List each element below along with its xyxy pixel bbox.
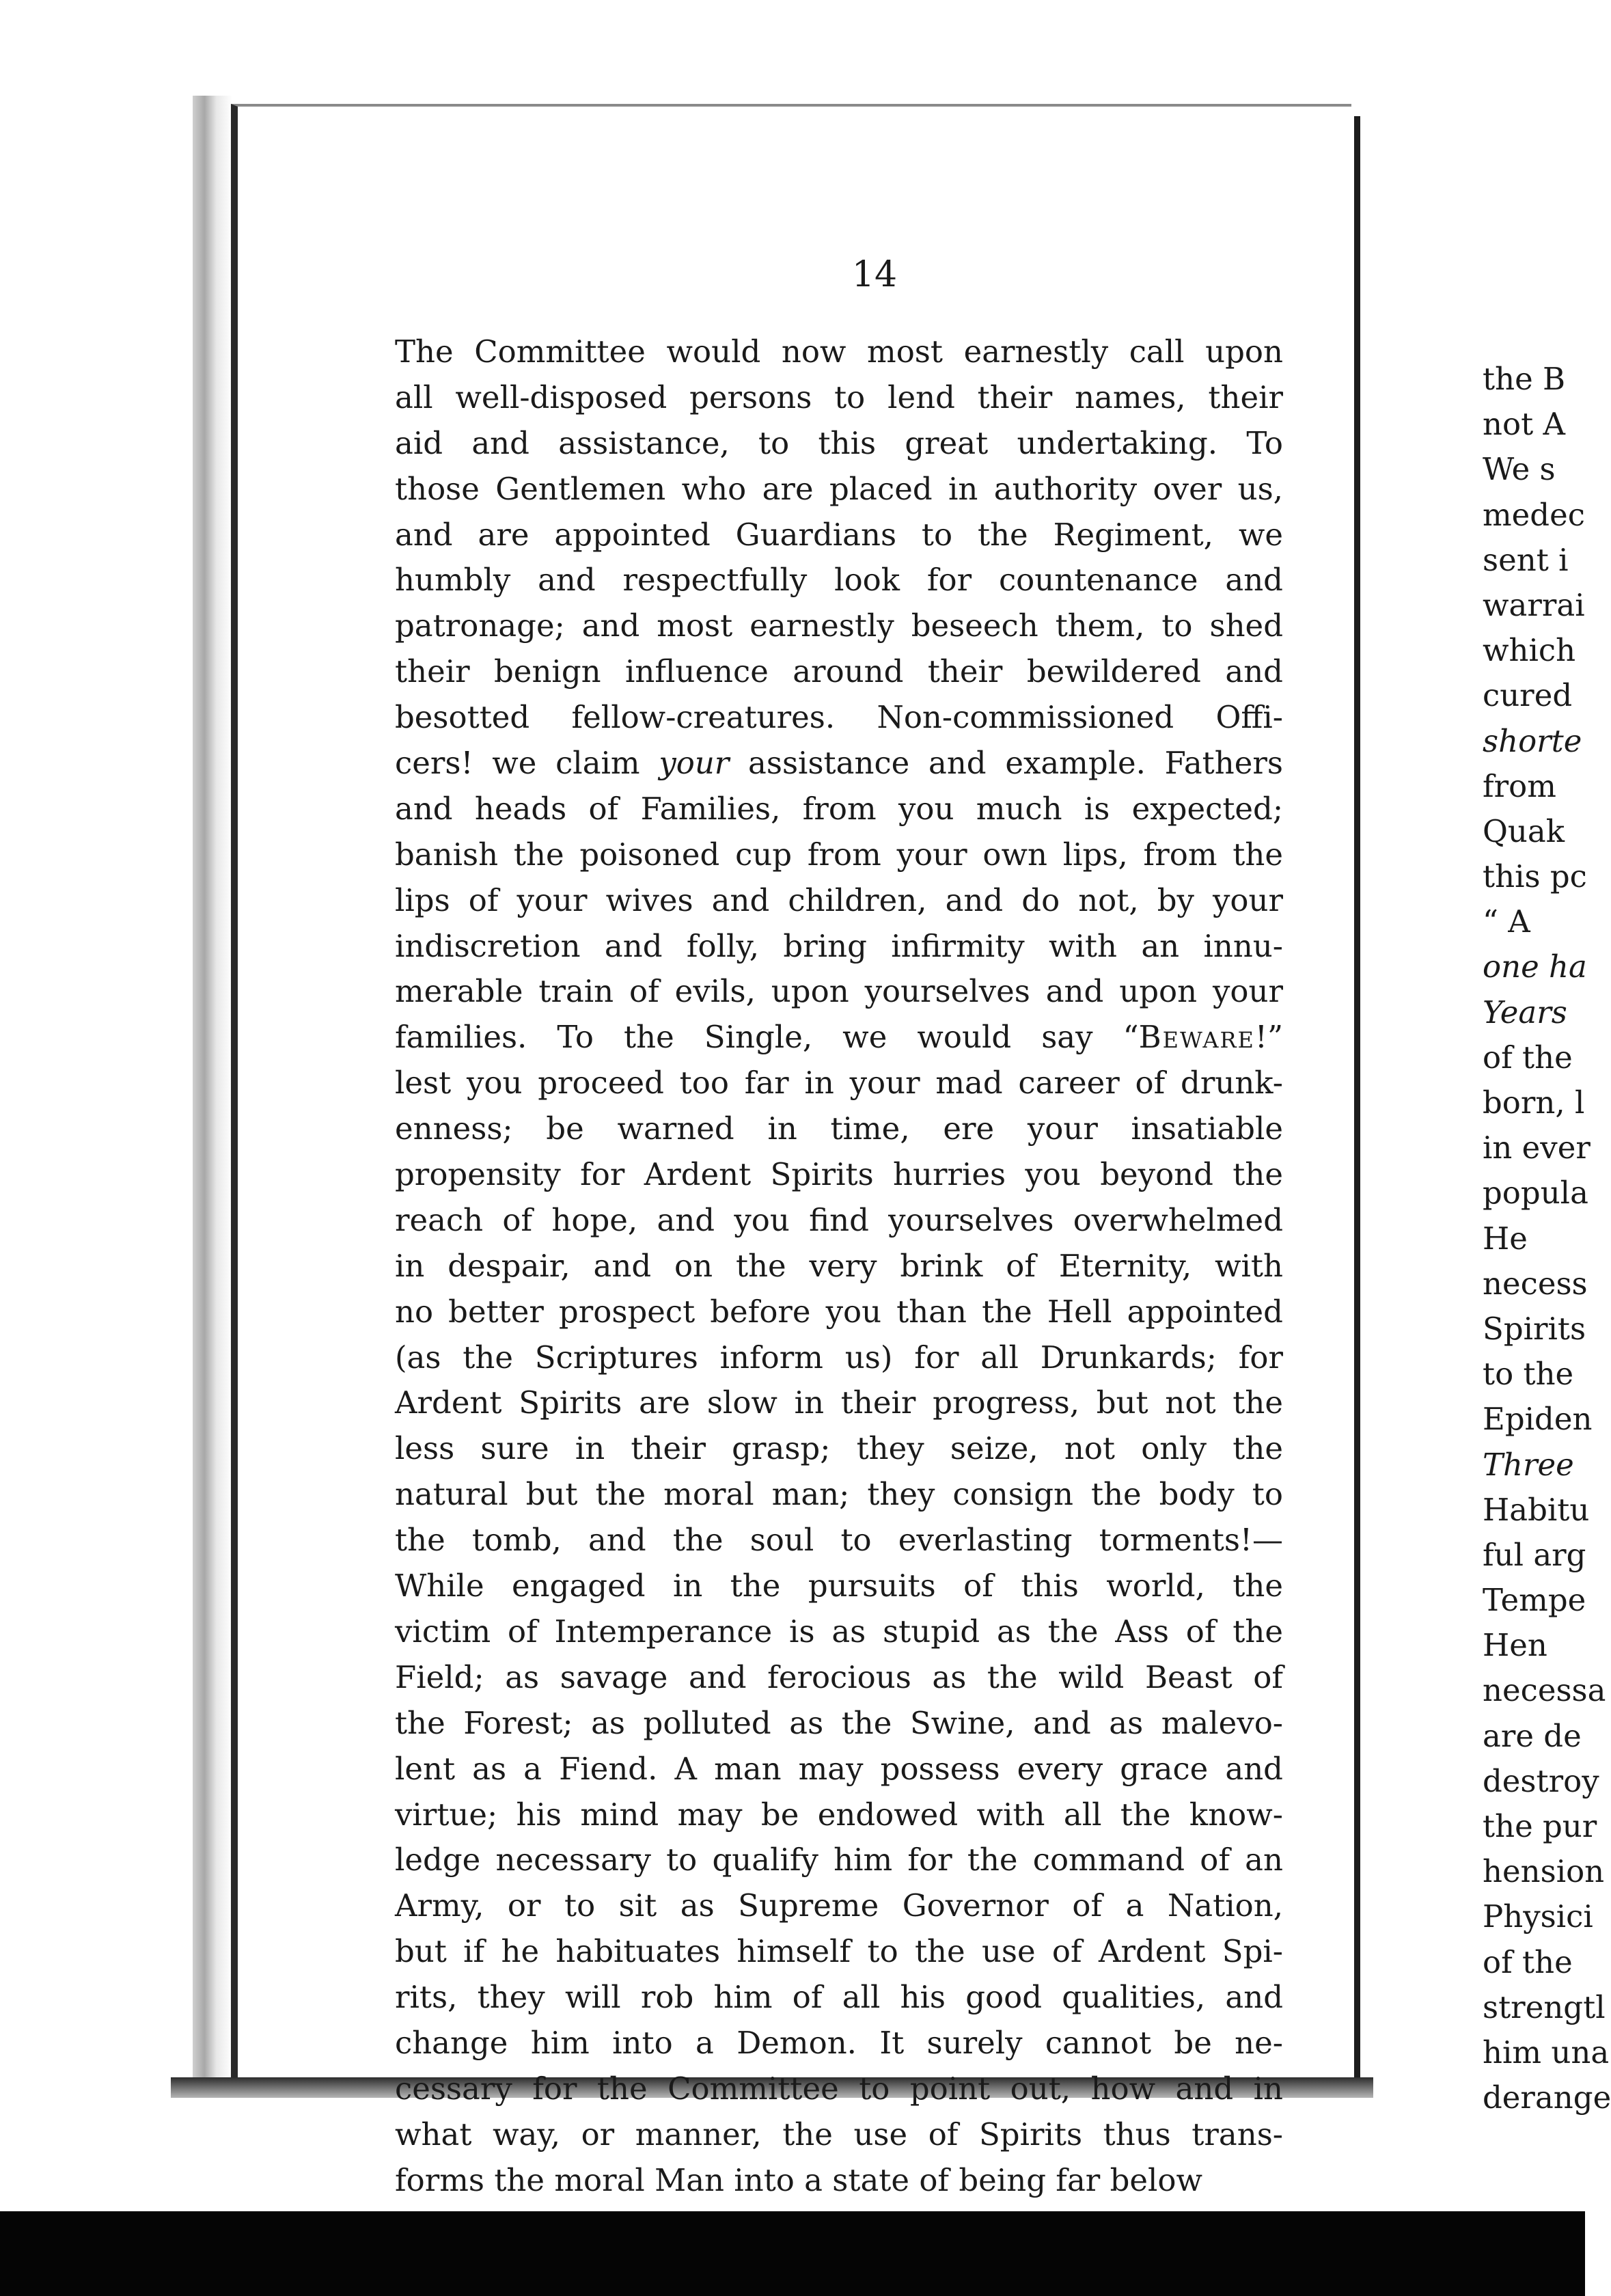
text-segment: patronage; and most earnestly beseech them, to shed [395,607,1283,644]
partial-line: Three [1483,1446,1574,1483]
text-segment: aid and assistance, to this great undertaking. To [395,424,1283,461]
partial-line: Hen [1483,1627,1547,1664]
text-line [395,1061,1283,1106]
text-line [395,787,1283,832]
text-segment: Field; as savage and ferocious as the wild Beast of [395,1658,1283,1695]
text-segment: those Gentlemen who are placed in authority over us, [395,470,1283,507]
text-segment: the Forest; as polluted as the Swine, and as malevo- [395,1704,1283,1741]
text-segment: the tomb, and the soul to everlasting torments!— [395,1522,1283,1559]
right-page-text [1483,357,1611,2120]
text-line [395,1289,1283,1335]
text-line [395,1655,1283,1701]
text-segment: their benign influence around their bewildered and [395,653,1283,690]
partial-line: are de [1483,1717,1582,1754]
partial-line: to the [1483,1356,1574,1393]
text-segment: virtue; his mind may be endowed with all the know- [395,1796,1283,1833]
partial-line: of the [1483,1039,1573,1076]
partial-line: the B [1483,361,1566,397]
partial-line: derange [1483,2079,1611,2116]
text-line [395,1747,1283,1792]
text-segment: cessary for the Committee to point out, how and in [395,2070,1283,2107]
partial-line: of the [1483,1943,1573,1980]
text-segment: lest you proceed too far in your mad career of drunk- [395,1065,1283,1102]
text-segment: enness; be warned in time, ere your insatiable [395,1110,1283,1147]
scanner-bed [0,2211,1585,2296]
partial-line: Quak [1483,812,1565,849]
partial-line: cured [1483,677,1573,714]
partial-line: Years [1483,994,1567,1030]
text-segment: Army, or to sit as Supreme Governor of a Nation, [395,1887,1283,1924]
text-line [395,1426,1283,1472]
text-line [395,1198,1283,1244]
text-line [395,695,1283,741]
text-line [395,1701,1283,1747]
partial-line: this pc [1483,858,1587,895]
text-line [395,1883,1283,1929]
text-segment: and are appointed Guardians to the Regiment, we [395,516,1283,553]
text-segment: Ardent Spirits are slow in their progress, but not the [395,1384,1283,1421]
partial-line: “ A [1483,903,1530,940]
text-line [395,375,1283,421]
partial-line: in ever [1483,1130,1591,1166]
text-line [395,603,1283,649]
partial-line: destroy [1483,1762,1599,1799]
text-segment: cers! we claim [395,745,659,782]
text-segment: no better prospect before you than the Hell appointed [395,1293,1283,1330]
text-line [395,329,1283,375]
text-segment: what way, or manner, the use of Spirits thus trans- [395,2116,1283,2152]
text-line [395,558,1283,603]
partial-line: warrai [1483,586,1585,623]
text-line [395,1472,1283,1518]
text-line [395,1015,1283,1061]
text-line [395,649,1283,695]
text-line [395,2066,1283,2112]
text-segment: propensity for Ardent Spirits hurries you beyond the [395,1156,1283,1193]
text-segment: !” [1254,1019,1283,1056]
book-edge-left [193,96,232,2084]
partial-line: Epiden [1483,1401,1593,1438]
text-line [395,1106,1283,1152]
text-line [395,421,1283,467]
text-line [395,512,1283,558]
text-segment: merable train of evils, upon yourselves and upon your [395,973,1283,1010]
text-segment: your [659,745,730,782]
text-segment: less sure in their grasp; they seize, not only the [395,1430,1283,1467]
text-segment: While engaged in the pursuits of this world, the [395,1568,1283,1604]
text-line [395,878,1283,924]
text-segment: natural but the moral man; they consign the body to [395,1476,1283,1513]
text-segment: The Committee would now most earnestly call upon [395,333,1283,370]
partial-line: ful arg [1483,1536,1586,1573]
text-line [395,924,1283,970]
text-line [395,1518,1283,1563]
text-segment: and heads of Families, from you much is expected; [395,790,1283,827]
partial-line: popula [1483,1175,1588,1212]
text-line [395,741,1283,787]
text-line [395,1792,1283,1838]
text-line [395,1152,1283,1198]
text-segment: all well-disposed persons to lend their names, their [395,379,1283,415]
text-line [395,1929,1283,1975]
partial-line: necessa [1483,1672,1606,1709]
text-segment: lips of your wives and children, and do not, by your [395,882,1283,918]
text-segment: humbly and respectfully look for countenance and [395,562,1283,599]
text-segment: banish the poisoned cup from your own lips, from the [395,836,1283,873]
page-gutter [1354,116,1360,2077]
text-line [395,832,1283,878]
partial-line: from [1483,767,1556,804]
text-line [395,2158,1283,2204]
partial-line: not A [1483,406,1565,443]
partial-line: We s [1483,451,1556,488]
partial-line: sent i [1483,541,1569,578]
partial-line: He [1483,1220,1528,1257]
partial-line: one ha [1483,948,1587,985]
text-line [395,1609,1283,1655]
text-segment: (as the Scriptures inform us) for all Drunkards; for [395,1339,1283,1376]
text-segment: assistance and example. Fathers [729,745,1283,782]
text-segment: but if he habituates himself to the use of Ardent Spi- [395,1933,1283,1970]
text-segment: lent as a Fiend. A man may possess every grace and [395,1750,1283,1787]
partial-line: Spirits [1483,1310,1586,1347]
text-line [395,969,1283,1015]
text-line [395,1563,1283,1609]
text-line [395,2021,1283,2066]
left-page-text [395,329,1283,2204]
partial-line: necess [1483,1265,1588,1302]
text-line [395,1975,1283,2021]
page-number: 14 [851,254,898,295]
partial-line: the pur [1483,1808,1597,1844]
partial-line: which [1483,632,1576,669]
text-line [395,1244,1283,1289]
text-segment: reach of hope, and you find yourselves overwhelmed [395,1201,1283,1238]
text-segment: change him into a Demon. It surely cannot be ne- [395,2024,1283,2061]
partial-line: him una [1483,2034,1610,2070]
partial-line: medec [1483,496,1585,533]
partial-line: Tempe [1483,1582,1586,1619]
partial-line: hension [1483,1853,1605,1890]
text-line [395,467,1283,512]
partial-line: shorte [1483,722,1582,759]
text-line [395,1380,1283,1426]
text-segment: in despair, and on the very brink of Eternity, with [395,1247,1283,1284]
partial-line: Physici [1483,1898,1593,1935]
text-segment: indiscretion and folly, bring infirmity with an innu- [395,927,1283,964]
text-segment: besotted fellow-creatures. Non-commissioned Offi- [395,699,1283,736]
text-segment: victim of Intemperance is as stupid as the Ass of the [395,1613,1283,1650]
text-segment: forms the moral Man into a state of being far below [395,2161,1203,2198]
text-line [395,1837,1283,1883]
text-line [395,2112,1283,2158]
text-segment: ledge necessary to qualify him for the command of an [395,1842,1283,1878]
text-line [395,1335,1283,1381]
partial-line: Habitu [1483,1491,1590,1528]
text-segment: Beware [1138,1019,1255,1056]
partial-line: born, l [1483,1084,1585,1121]
partial-line: strengtl [1483,1988,1606,2025]
text-segment: rits, they will rob him of all his good qualities, and [395,1979,1283,2016]
text-segment: families. To the Single, we would say “ [395,1019,1139,1056]
